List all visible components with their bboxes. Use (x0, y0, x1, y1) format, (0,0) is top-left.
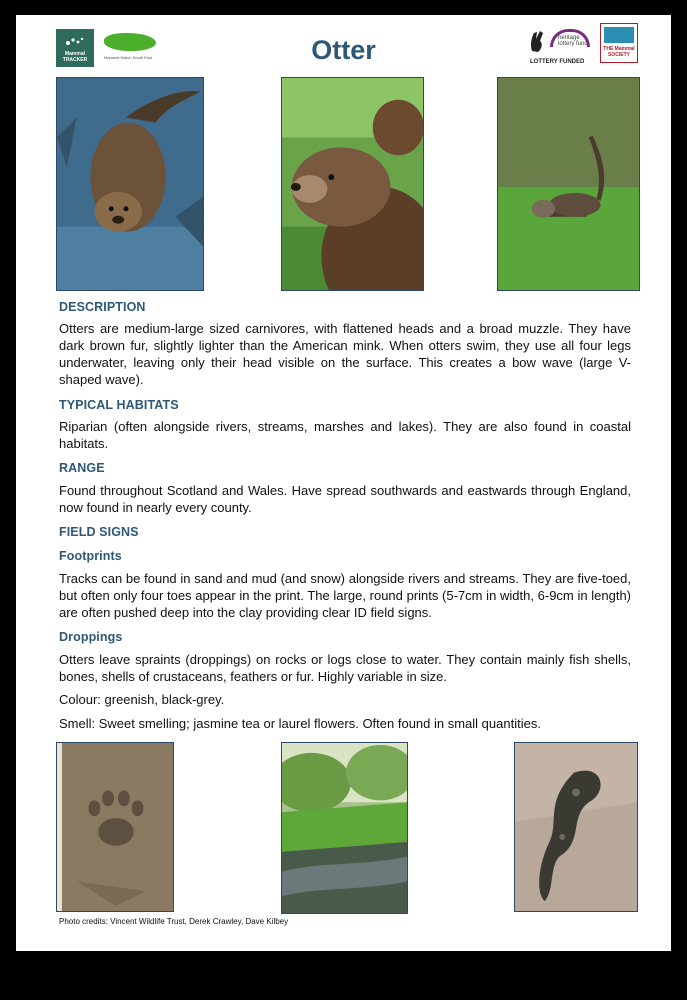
mammal-society-emblem-icon (604, 27, 634, 43)
otter-pair-photo (281, 77, 424, 291)
otter-spraint-photo (514, 742, 638, 912)
range-heading: RANGE (59, 461, 105, 475)
description-heading: DESCRIPTION (59, 300, 146, 314)
range-text: Found throughout Scotland and Wales. Have spread southwards and eastwards through England, now found in nearly every county. (59, 483, 631, 515)
mammal-society-logo (600, 23, 638, 63)
mammal-tracker-text: Mammal TRACKER (62, 51, 88, 63)
description-text: Otters are medium-large sized carnivores, with flattened heads and a broad muzzle. They have dark brown fur, slightly lighter than the American mink. When otters swim, they use all four legs underwater, leaving only their head visible on the surface. This creates a bow wave (large V-shaped wave). (59, 321, 631, 387)
field-signs-heading: FIELD SIGNS (59, 525, 139, 539)
otter-footprint-photo (56, 742, 174, 912)
footprints-heading: Footprints (59, 549, 122, 563)
droppings-text: Otters leave spraints (droppings) on rocks or logs close to water. They contain mainly fish shells, bones, shells of crustaceans, feathers or fur. Highly variable in size. (59, 652, 631, 684)
otter-on-grass-photo (497, 77, 640, 291)
otter-swimming-photo (56, 77, 204, 291)
habitats-heading: TYPICAL HABITATS (59, 398, 179, 412)
mammal-society-text: THE Mammal SOCIETY (603, 46, 635, 58)
droppings-smell: Smell: Sweet smelling; jasmine tea or laurel flowers. Often found in small quantities. (59, 716, 541, 731)
page-title: Otter (311, 35, 376, 65)
habitats-text: Riparian (often alongside rivers, streams, marshes and lakes). They are also found in coastal habitats. (59, 419, 631, 451)
lottery-funded-label: LOTTERY FUNDED (530, 59, 585, 65)
photo-credits: Photo credits: Vincent Wildlife Trust, Derek Crawley, Dave Kilbey (59, 917, 289, 926)
heritage-lottery-logo (528, 25, 594, 69)
crossed-fingers-icon (528, 29, 546, 53)
droppings-colour: Colour: greenish, black-grey. (59, 692, 225, 707)
river-habitat-photo (281, 742, 408, 914)
droppings-heading: Droppings (59, 630, 123, 644)
footprints-text: Tracks can be found in sand and mud (and snow) alongside rivers and streams. They are five-toed, but often only four toes appear in the print. The large, round prints (5-7cm in width, 6-9cm in length) are often pushed deep into the clay providing clear ID field signs. (59, 571, 631, 620)
field-guide-page (16, 15, 671, 951)
mammal-web-text: Mammal Watch South East (104, 55, 153, 60)
heritage-lottery-text: heritage lottery fund (558, 35, 588, 47)
